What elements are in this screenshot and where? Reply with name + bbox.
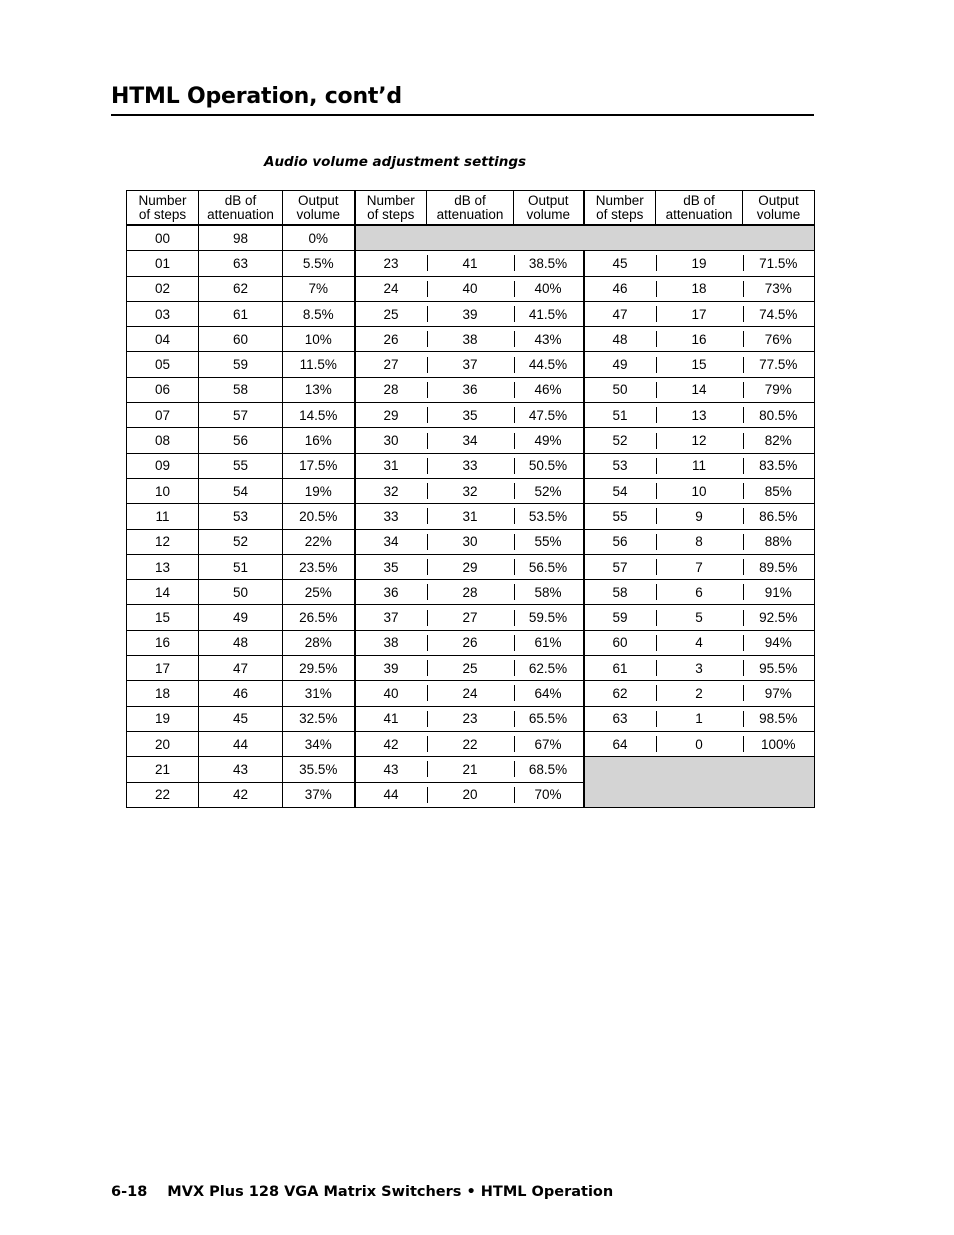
table-cell: 88% (743, 529, 815, 554)
table-cell: 62.5% (514, 656, 584, 681)
table-cell: 19% (283, 478, 355, 503)
table-cell: 31% (283, 681, 355, 706)
footer-text: MVX Plus 128 VGA Matrix Switchers • HTML Operation (167, 1184, 614, 1200)
table-cell: 17 (127, 656, 199, 681)
title-rule (111, 114, 814, 116)
empty-shaded-cell (584, 757, 815, 808)
table-cell: 38 (427, 327, 514, 352)
table-cell: 7% (283, 276, 355, 301)
table-cell: 46 (584, 276, 656, 301)
table-cell: 9 (656, 504, 743, 529)
column-header-line: of steps (138, 206, 187, 222)
column-header (743, 191, 815, 226)
table-cell: 2 (656, 681, 743, 706)
table-cell: 39 (427, 301, 514, 326)
table-cell: 18 (656, 276, 743, 301)
table-row (127, 656, 815, 681)
table-cell: 15 (127, 605, 199, 630)
table-cell: 91% (743, 580, 815, 605)
table-cell: 01 (127, 251, 199, 276)
table-cell: 64 (584, 731, 656, 756)
table-cell: 0% (283, 225, 355, 251)
table-row (127, 403, 815, 428)
table-cell: 59 (199, 352, 283, 377)
column-header-line: Output (758, 192, 799, 208)
table-cell: 85% (743, 478, 815, 503)
column-header (584, 191, 656, 226)
column-header-line: Output (297, 192, 339, 208)
table-cell: 22 (427, 731, 514, 756)
table-cell: 41.5% (514, 301, 584, 326)
table-cell: 44 (355, 782, 427, 807)
table-cell: 25 (355, 301, 427, 326)
table-cell: 5.5% (283, 251, 355, 276)
table-cell: 47 (199, 656, 283, 681)
table-cell: 26 (355, 327, 427, 352)
table-cell: 40 (355, 681, 427, 706)
table-cell: 52 (584, 428, 656, 453)
table-row (127, 352, 815, 377)
table-cell: 47 (584, 301, 656, 326)
table-cell: 89.5% (743, 554, 815, 579)
table-row (127, 580, 815, 605)
table-cell: 24 (427, 681, 514, 706)
table-cell: 61 (584, 656, 656, 681)
table-cell: 26 (427, 630, 514, 655)
table-cell: 07 (127, 403, 199, 428)
table-cell: 37 (427, 352, 514, 377)
table-cell: 7 (656, 554, 743, 579)
table-cell: 19 (127, 706, 199, 731)
table-cell: 58 (584, 580, 656, 605)
table-row (127, 377, 815, 402)
table-cell: 68.5% (514, 757, 584, 782)
table-cell: 95.5% (743, 656, 815, 681)
column-header-line: of steps (367, 206, 415, 222)
table-cell: 46 (199, 681, 283, 706)
table-cell: 28 (427, 580, 514, 605)
table-cell: 97% (743, 681, 815, 706)
table-caption: Audio volume adjustment settings (264, 154, 527, 170)
table-cell: 36 (427, 377, 514, 402)
table-row (127, 504, 815, 529)
table-cell: 76% (743, 327, 815, 352)
column-header-line: Number (138, 192, 187, 208)
table-cell: 8 (656, 529, 743, 554)
table-cell: 40% (514, 276, 584, 301)
table-cell: 65.5% (514, 706, 584, 731)
table-cell: 04 (127, 327, 199, 352)
column-header-line: of steps (596, 206, 644, 222)
table-cell: 53.5% (514, 504, 584, 529)
column-header-line: Number (366, 192, 415, 208)
table-cell: 50.5% (514, 453, 584, 478)
table-cell: 1 (656, 706, 743, 731)
table-row (127, 605, 815, 630)
table-cell: 27 (355, 352, 427, 377)
table-cell: 14.5% (283, 403, 355, 428)
table-cell: 94% (743, 630, 815, 655)
table-cell: 14 (656, 377, 743, 402)
table-row (127, 276, 815, 301)
table-cell: 35 (355, 554, 427, 579)
column-header (283, 191, 355, 226)
table-cell: 13 (127, 554, 199, 579)
table-cell: 48 (199, 630, 283, 655)
table-cell: 06 (127, 377, 199, 402)
table-row (127, 757, 815, 782)
column-header-line: volume (526, 206, 571, 222)
table-cell: 13% (283, 377, 355, 402)
column-header-line: dB of (454, 192, 486, 208)
table-row (127, 630, 815, 655)
table-cell: 40 (427, 276, 514, 301)
table-cell: 03 (127, 301, 199, 326)
table-cell: 55% (514, 529, 584, 554)
table-cell: 28% (283, 630, 355, 655)
table-cell: 82% (743, 428, 815, 453)
table-cell: 53 (199, 504, 283, 529)
table-cell: 48 (584, 327, 656, 352)
table-cell: 37% (283, 782, 355, 807)
table-row (127, 428, 815, 453)
table-cell: 83.5% (743, 453, 815, 478)
table-cell: 21 (427, 757, 514, 782)
column-header (656, 191, 743, 226)
table-cell: 98.5% (743, 706, 815, 731)
table-cell: 62 (199, 276, 283, 301)
table-cell: 08 (127, 428, 199, 453)
table-cell: 20 (427, 782, 514, 807)
column-header (199, 191, 283, 226)
table-cell: 86.5% (743, 504, 815, 529)
table-cell: 73% (743, 276, 815, 301)
table-cell: 30 (427, 529, 514, 554)
column-header-line: attenuation (207, 206, 274, 222)
table-cell: 45 (584, 251, 656, 276)
table-row (127, 478, 815, 503)
page-footer (111, 1184, 613, 1200)
column-header (427, 191, 514, 226)
table-cell: 38 (355, 630, 427, 655)
table-cell: 35.5% (283, 757, 355, 782)
column-header-line: dB of (683, 192, 715, 208)
column-header-line: dB of (224, 192, 257, 208)
table-cell: 50 (584, 377, 656, 402)
table-cell: 42 (199, 782, 283, 807)
column-header (514, 191, 584, 226)
column-header-line: attenuation (436, 206, 504, 222)
column-header (127, 191, 199, 226)
table-cell: 49% (514, 428, 584, 453)
column-header-line: volume (756, 206, 801, 222)
table-cell: 50 (199, 580, 283, 605)
table-cell: 10 (656, 478, 743, 503)
audio-volume-table (126, 190, 815, 808)
table-cell: 55 (584, 504, 656, 529)
table-cell: 29 (427, 554, 514, 579)
table-cell: 22% (283, 529, 355, 554)
table-cell: 63 (199, 251, 283, 276)
column-header-line: Number (595, 192, 644, 208)
table-cell: 30 (355, 428, 427, 453)
table-cell: 55 (199, 453, 283, 478)
table-cell: 17 (656, 301, 743, 326)
table-cell: 23 (355, 251, 427, 276)
table-cell: 10% (283, 327, 355, 352)
table-cell: 52 (199, 529, 283, 554)
table-cell: 70% (514, 782, 584, 807)
table-cell: 34% (283, 731, 355, 756)
table-cell: 36 (355, 580, 427, 605)
table-cell: 24 (355, 276, 427, 301)
empty-shaded-cell (355, 225, 815, 251)
table-cell: 77.5% (743, 352, 815, 377)
table-cell: 23.5% (283, 554, 355, 579)
table-cell: 29.5% (283, 656, 355, 681)
table-cell: 79% (743, 377, 815, 402)
table-container (126, 190, 814, 808)
table-cell: 11.5% (283, 352, 355, 377)
table-cell: 17.5% (283, 453, 355, 478)
table-cell: 42 (355, 731, 427, 756)
table-cell: 63 (584, 706, 656, 731)
table-cell: 57 (584, 554, 656, 579)
table-row (127, 301, 815, 326)
table-cell: 32 (427, 478, 514, 503)
table-cell: 32.5% (283, 706, 355, 731)
table-cell: 52% (514, 478, 584, 503)
table-cell: 37 (355, 605, 427, 630)
table-cell: 59 (584, 605, 656, 630)
table-cell: 56.5% (514, 554, 584, 579)
table-cell: 43 (355, 757, 427, 782)
table-cell: 31 (427, 504, 514, 529)
table-cell: 64% (514, 681, 584, 706)
table-body (127, 225, 815, 807)
table-cell: 61% (514, 630, 584, 655)
table-cell: 11 (127, 504, 199, 529)
table-cell: 15 (656, 352, 743, 377)
table-cell: 47.5% (514, 403, 584, 428)
table-cell: 21 (127, 757, 199, 782)
table-cell: 23 (427, 706, 514, 731)
table-cell: 45 (199, 706, 283, 731)
table-cell: 51 (584, 403, 656, 428)
table-cell: 67% (514, 731, 584, 756)
table-cell: 00 (127, 225, 199, 251)
table-cell: 11 (656, 453, 743, 478)
table-cell: 51 (199, 554, 283, 579)
table-header-row (127, 191, 815, 226)
table-cell: 44 (199, 731, 283, 756)
table-cell: 31 (355, 453, 427, 478)
table-cell: 59.5% (514, 605, 584, 630)
table-cell: 10 (127, 478, 199, 503)
table-cell: 43 (199, 757, 283, 782)
table-cell: 60 (584, 630, 656, 655)
table-cell: 25 (427, 656, 514, 681)
table-cell: 22 (154, 787, 171, 803)
column-header-line: volume (296, 206, 341, 222)
table-cell: 39 (355, 656, 427, 681)
column-header-line: Output (527, 192, 569, 208)
table-cell: 09 (127, 453, 199, 478)
table-cell: 62 (584, 681, 656, 706)
table-cell: 27 (427, 605, 514, 630)
table-cell: 71.5% (743, 251, 815, 276)
table-cell: 58% (514, 580, 584, 605)
table-cell: 6 (656, 580, 743, 605)
table-cell: 100% (743, 731, 815, 756)
table-cell: 02 (127, 276, 199, 301)
table-row (127, 453, 815, 478)
table-cell: 44.5% (514, 352, 584, 377)
table-cell: 12 (127, 529, 199, 554)
table-cell: 46% (514, 377, 584, 402)
table-cell: 38.5% (514, 251, 584, 276)
table-cell: 5 (656, 605, 743, 630)
table-cell: 49 (199, 605, 283, 630)
table-cell: 16% (283, 428, 355, 453)
table-cell: 53 (584, 453, 656, 478)
table-cell: 54 (199, 478, 283, 503)
table-cell: 3 (656, 656, 743, 681)
table-row (127, 681, 815, 706)
table-cell: 05 (127, 352, 199, 377)
table-cell: 33 (427, 453, 514, 478)
table-cell: 74.5% (743, 301, 815, 326)
table-cell: 12 (656, 428, 743, 453)
table-cell: 13 (656, 403, 743, 428)
table-cell: 20.5% (283, 504, 355, 529)
column-header (355, 191, 427, 226)
table-cell: 25% (283, 580, 355, 605)
table-cell: 57 (199, 403, 283, 428)
table-cell: 56 (199, 428, 283, 453)
page-title: HTML Operation, cont’d (111, 84, 402, 109)
table-row (127, 731, 815, 756)
table-cell: 49 (584, 352, 656, 377)
table-cell: 4 (656, 630, 743, 655)
table-cell: 54 (584, 478, 656, 503)
table-row (127, 327, 815, 352)
table-cell: 41 (355, 706, 427, 731)
table-cell: 0 (656, 731, 743, 756)
table-cell: 8.5% (283, 301, 355, 326)
table-cell: 41 (427, 251, 514, 276)
table-cell: 35 (427, 403, 514, 428)
column-header-line: attenuation (665, 206, 733, 222)
table-cell: 28 (355, 377, 427, 402)
table-cell: 98 (199, 225, 283, 251)
table-cell: 18 (127, 681, 199, 706)
table-cell: 80.5% (743, 403, 815, 428)
table-row (127, 554, 815, 579)
table-row (127, 225, 815, 251)
table-cell: 56 (584, 529, 656, 554)
table-cell: 43% (514, 327, 584, 352)
table-cell: 20 (127, 731, 199, 756)
table-cell: 29 (355, 403, 427, 428)
table-cell: 16 (656, 327, 743, 352)
table-cell: 34 (355, 529, 427, 554)
table-cell: 60 (199, 327, 283, 352)
table-cell: 32 (355, 478, 427, 503)
table-row (127, 706, 815, 731)
table-cell: 19 (656, 251, 743, 276)
page-number: 6-18 (111, 1184, 148, 1200)
table-cell: 14 (127, 580, 199, 605)
table-row (127, 529, 815, 554)
table-cell: 92.5% (743, 605, 815, 630)
table-row (127, 251, 815, 276)
table-cell: 61 (199, 301, 283, 326)
table-cell: 16 (127, 630, 199, 655)
table-cell: 58 (199, 377, 283, 402)
table-cell: 33 (355, 504, 427, 529)
table-cell: 34 (427, 428, 514, 453)
table-cell: 26.5% (283, 605, 355, 630)
